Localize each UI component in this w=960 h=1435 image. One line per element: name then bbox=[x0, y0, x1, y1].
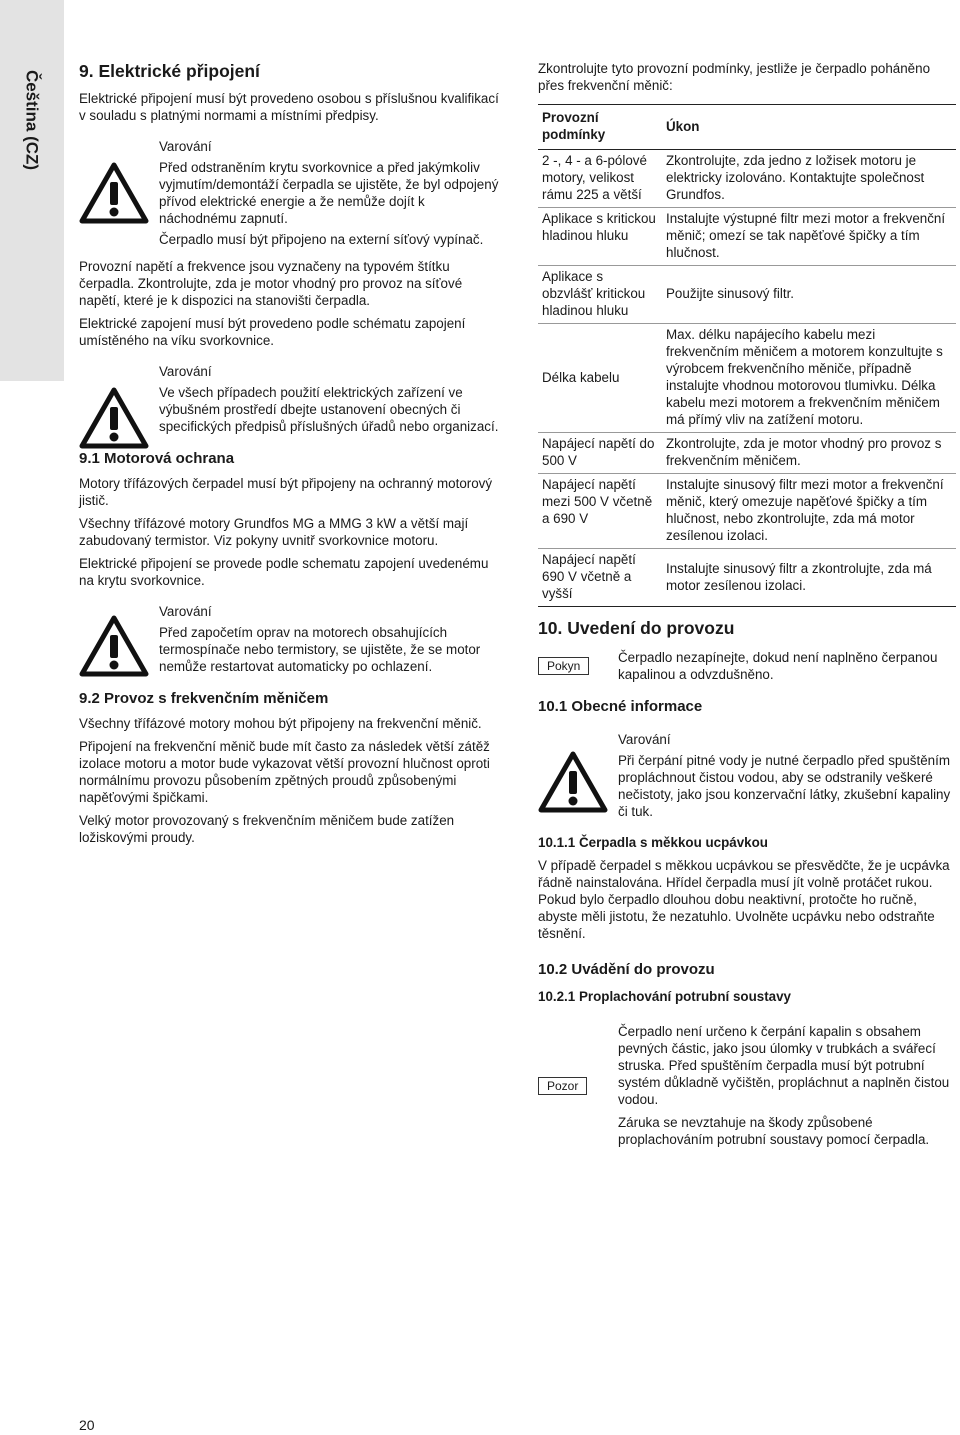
table-row bbox=[538, 433, 956, 474]
section-9-paragraph-1: Elektrické připojení musí být provedeno osobou s příslušnou kvalifikací v souladu s platnými normami a místními předpisy. bbox=[79, 91, 499, 123]
pozor-tag: Pozor bbox=[538, 1077, 587, 1095]
section-9-2-heading: 9.2 Provoz s frekvenčním měničem bbox=[79, 690, 329, 707]
table-cell-action: Zkontrolujte, zda je motor vhodný pro provoz s frekvenčním měničem. bbox=[662, 433, 956, 474]
language-label: Čeština (CZ) bbox=[22, 69, 42, 171]
warning-text: Před započetím oprav na motorech obsahujících termospínače nebo termistory, se ujistěte, že se motor nemůže restartovat automaticky po ochlazení. bbox=[159, 625, 481, 674]
page-number: 20 bbox=[79, 1417, 95, 1433]
section-10-2-1-heading: 10.2.1 Proplachování potrubní soustavy bbox=[538, 989, 792, 1004]
pozor-text: Čerpadlo není určeno k čerpání kapalin s obsahem pevných částic, jako jsou úlomky v trubkách a svářecí struska. Před spuštěním čerpadla musí být potrubní systém důkladně vyčištěn, propláchnut a naplněn čistou vodou. bbox=[618, 1024, 950, 1107]
table-row bbox=[538, 324, 956, 433]
warning-text: Čerpadlo musí být připojeno na externí síťový vypínač. bbox=[159, 232, 484, 247]
section-9-1-heading: 9.1 Motorová ochrana bbox=[79, 450, 235, 467]
pokyn-tag-wrap bbox=[538, 657, 589, 675]
table-row bbox=[538, 266, 956, 324]
pokyn-tag: Pokyn bbox=[538, 657, 589, 675]
table-cell-condition: Aplikace s obzvlášť kritickou hladinou hluku bbox=[538, 266, 662, 324]
warning-title: Varování bbox=[159, 364, 212, 379]
section-10-1-heading: 10.1 Obecné informace bbox=[538, 698, 703, 715]
warning-text: Před odstraněním krytu svorkovnice a před jakýmkoliv vyjmutím/demontáží čerpadla se ujistěte, že byl odpojený přívod elektrické energie a že nemůže dojít k náchodnému zapnutí. bbox=[159, 160, 499, 226]
right-column bbox=[538, 60, 956, 1158]
section-10-1-1-heading: 10.1.1 Čerpadla s měkkou ucpávkou bbox=[538, 835, 768, 850]
table-cell-action: Max. délku napájecího kabelu mezi frekvenčním měničem a motorem konzultujte s výrobcem frekvenčního měniče, případně instalujte vhodnou motorovou tlumivku. Délka kabelu mezi motorem a frekvenčním měničem má přímý vliv na zatížení motoru. bbox=[662, 324, 956, 433]
table-cell-condition: Délka kabelu bbox=[538, 324, 662, 433]
pozor-notice bbox=[538, 1023, 956, 1148]
warning-triangle-icon bbox=[79, 615, 149, 677]
table-cell-action: Instalujte sinusový filtr mezi motor a frekvenční měnič, který omezuje napěťové špičky a tím hlučnost, nebo zkontrolujte, zda má motor zesílenou izolaci. bbox=[662, 474, 956, 549]
table-row bbox=[538, 208, 956, 266]
section-9-paragraph-2: Provozní napětí a frekvence jsou vyznačeny na typovém štítku čerpadla. Zkontrolujte, zda je motor vhodný pro provoz na síťové napětí, které je k dispozici na stanovišti čerpadla. bbox=[79, 259, 463, 308]
warning-text: Ve všech případech použití elektrických zařízení ve výbušném prostředí dbejte ustanovení obecných či specifických předpisů příslušných úřadů nebo organizací. bbox=[159, 385, 499, 434]
table-cell-action: Instalujte sinusový filtr a zkontrolujte, zda má motor zesílenou izolaci. bbox=[662, 549, 956, 607]
warning-title: Varování bbox=[159, 139, 212, 154]
section-9-2-paragraph-3: Velký motor provozovaný s frekvenčním měničem bude zatížen ložiskovými proudy. bbox=[79, 813, 455, 845]
section-10-2-heading: 10.2 Uvádění do provozu bbox=[538, 961, 715, 978]
section-9-1-paragraph-1: Motory třífázových čerpadel musí být připojeny na ochranný motorový jistič. bbox=[79, 476, 493, 508]
section-10-1-1-paragraph: V případě čerpadel s měkkou ucpávkou se přesvědčte, že je ucpávka řádně nainstalována. Hřídel čerpadla musí jít volně protáčet rukou. Pokud bylo čerpadlo dlouhou dobu neaktivní, protočte ho ručně, abyste měli jistotu, že nezatuhlo. Uvolněte ucpávku nebo odstraňte těsnění. bbox=[538, 858, 950, 941]
warning-text: Při čerpání pitné vody je nutné čerpadlo před spuštěním propláchnout čistou vodou, aby se odstranily veškeré nečistoty, jako jsou konzervační látky, zkušební kapaliny či tuk. bbox=[618, 753, 951, 819]
table-cell-condition: Aplikace s kritickou hladinou hluku bbox=[538, 208, 662, 266]
vfd-intro: Zkontrolujte tyto provozní podmínky, jestliže je čerpadlo poháněno přes frekvenční měnič: bbox=[538, 61, 931, 93]
section-9-2-paragraph-2: Připojení na frekvenční měnič bude mít často za následek větší zátěž izolace motoru a motor bude vykazovat větší provozní hlučnost oproti normálnímu provozu působením zpětných proudů způsobenými napěťovými špičkami. bbox=[79, 739, 490, 805]
table-header-cell: Provozní podmínky bbox=[538, 105, 662, 150]
table-row bbox=[538, 150, 956, 208]
warning-triangle-icon bbox=[79, 162, 149, 224]
table-cell-action: Instalujte výstupné filtr mezi motor a frekvenční měnič; omezí se tak napěťové špičky a tím hlučnost. bbox=[662, 208, 956, 266]
warning-title: Varování bbox=[159, 604, 212, 619]
section-9-paragraph-3: Elektrické zapojení musí být provedeno podle schématu zapojení umístěného na víku svorkovnice. bbox=[79, 316, 466, 348]
table-row bbox=[538, 549, 956, 607]
table-cell-condition: Napájecí napětí mezi 500 V včetně a 690 V bbox=[538, 474, 662, 549]
warning-block-1 bbox=[79, 138, 505, 248]
section-9-heading: 9. Elektrické připojení bbox=[79, 61, 260, 81]
table-cell-condition: 2 -, 4 - a 6-pólové motory, velikost rámu 225 a větší bbox=[538, 150, 662, 208]
left-column bbox=[79, 60, 505, 852]
section-9-1-paragraph-2: Všechny třífázové motory Grundfos MG a MMG 3 kW a větší mají zabudovaný termistor. Viz pokyny uvnitř svorkovnice motoru. bbox=[79, 516, 469, 548]
warning-block-3 bbox=[79, 603, 505, 675]
language-side-tab bbox=[0, 0, 64, 381]
section-9-1-paragraph-3: Elektrické připojení se provede podle schematu zapojení uvedenému na krytu svorkovnice. bbox=[79, 556, 489, 588]
table-header-cell: Úkon bbox=[662, 105, 956, 150]
section-10-heading: 10. Uvedení do provozu bbox=[538, 618, 735, 638]
pokyn-notice bbox=[538, 649, 956, 683]
pozor-text: Záruka se nevztahuje na škody způsobené proplachováním potrubní soustavy pomocí čerpadla. bbox=[618, 1115, 930, 1147]
operating-conditions-table bbox=[538, 104, 956, 607]
table-cell-condition: Napájecí napětí do 500 V bbox=[538, 433, 662, 474]
pozor-tag-wrap bbox=[538, 1077, 587, 1095]
warning-triangle-icon bbox=[538, 751, 608, 813]
warning-triangle-icon bbox=[79, 387, 149, 449]
warning-block-2 bbox=[79, 363, 505, 435]
pokyn-text: Čerpadlo nezapínejte, dokud není naplněno čerpanou kapalinou a odvzdušněno. bbox=[618, 650, 938, 682]
table-cell-action: Zkontrolujte, zda jedno z ložisek motoru je elektricky izolováno. Kontaktujte společnost Grundfos. bbox=[662, 150, 956, 208]
section-9-2-paragraph-1: Všechny třífázové motory mohou být připojeny na frekvenční měnič. bbox=[79, 716, 482, 731]
warning-title: Varování bbox=[618, 732, 671, 747]
table-header-row bbox=[538, 105, 956, 150]
table-cell-action: Použijte sinusový filtr. bbox=[662, 266, 956, 324]
table-cell-condition: Napájecí napětí 690 V včetně a vyšší bbox=[538, 549, 662, 607]
warning-block-4 bbox=[538, 731, 956, 820]
table-row bbox=[538, 474, 956, 549]
